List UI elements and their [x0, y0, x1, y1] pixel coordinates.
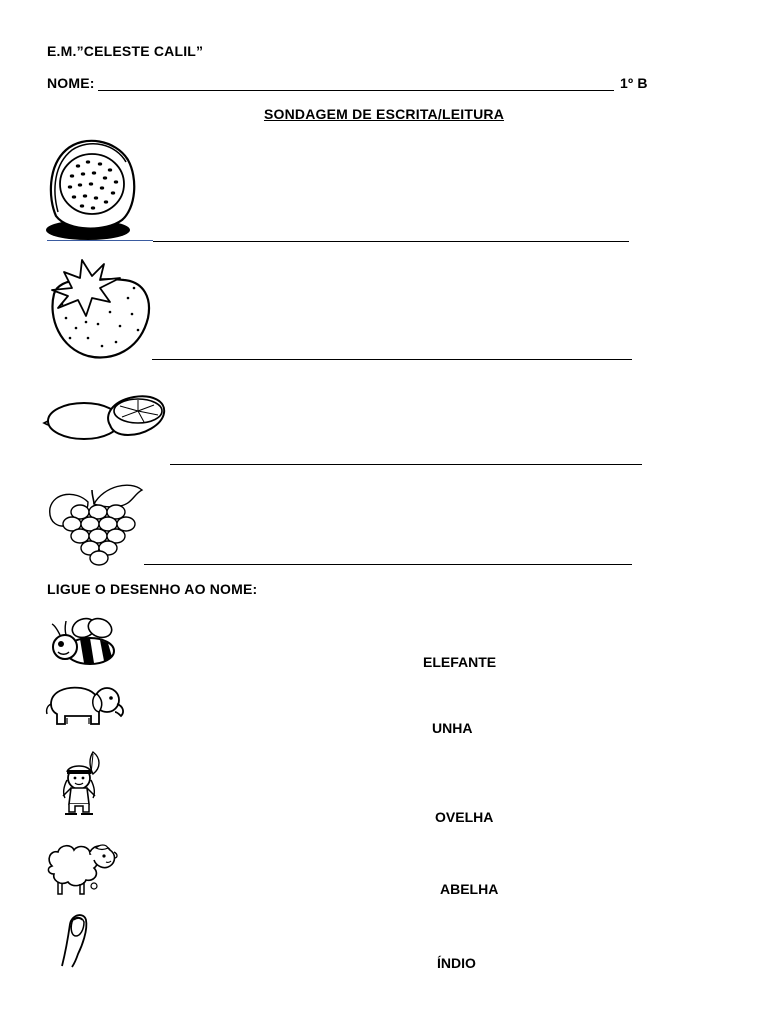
word-ovelha[interactable]: OVELHA: [435, 809, 494, 825]
word-abelha[interactable]: ABELHA: [440, 881, 499, 897]
passion-fruit-icon: [46, 138, 138, 242]
passion-fruit-answer-line-2[interactable]: [153, 241, 629, 242]
word-indio[interactable]: ÍNDIO: [437, 955, 476, 971]
sheep-icon[interactable]: [44, 840, 118, 896]
lemon-answer-line[interactable]: [170, 464, 642, 465]
matching-instruction: LIGUE O DESENHO AO NOME:: [47, 581, 258, 597]
grapes-answer-line[interactable]: [144, 564, 632, 565]
word-elefante[interactable]: ELEFANTE: [423, 654, 497, 670]
word-unha[interactable]: UNHA: [432, 720, 473, 736]
page-title: SONDAGEM DE ESCRITA/LEITURA: [263, 106, 505, 122]
grapes-icon: [48, 482, 144, 566]
school-name: E.M.”CELESTE CALIL”: [47, 43, 204, 59]
strawberry-answer-line[interactable]: [152, 359, 632, 360]
class-label: 1º B: [620, 75, 648, 91]
strawberry-icon: [48, 258, 152, 362]
passion-fruit-answer-line[interactable]: [47, 240, 153, 241]
bee-icon[interactable]: [50, 615, 116, 667]
indian-child-icon[interactable]: [55, 750, 107, 820]
lemon-icon: [46, 395, 166, 441]
fingernail-icon[interactable]: [58, 910, 90, 968]
name-label: NOME:: [47, 75, 95, 91]
elephant-icon[interactable]: [45, 684, 127, 730]
name-answer-line[interactable]: [98, 90, 614, 91]
